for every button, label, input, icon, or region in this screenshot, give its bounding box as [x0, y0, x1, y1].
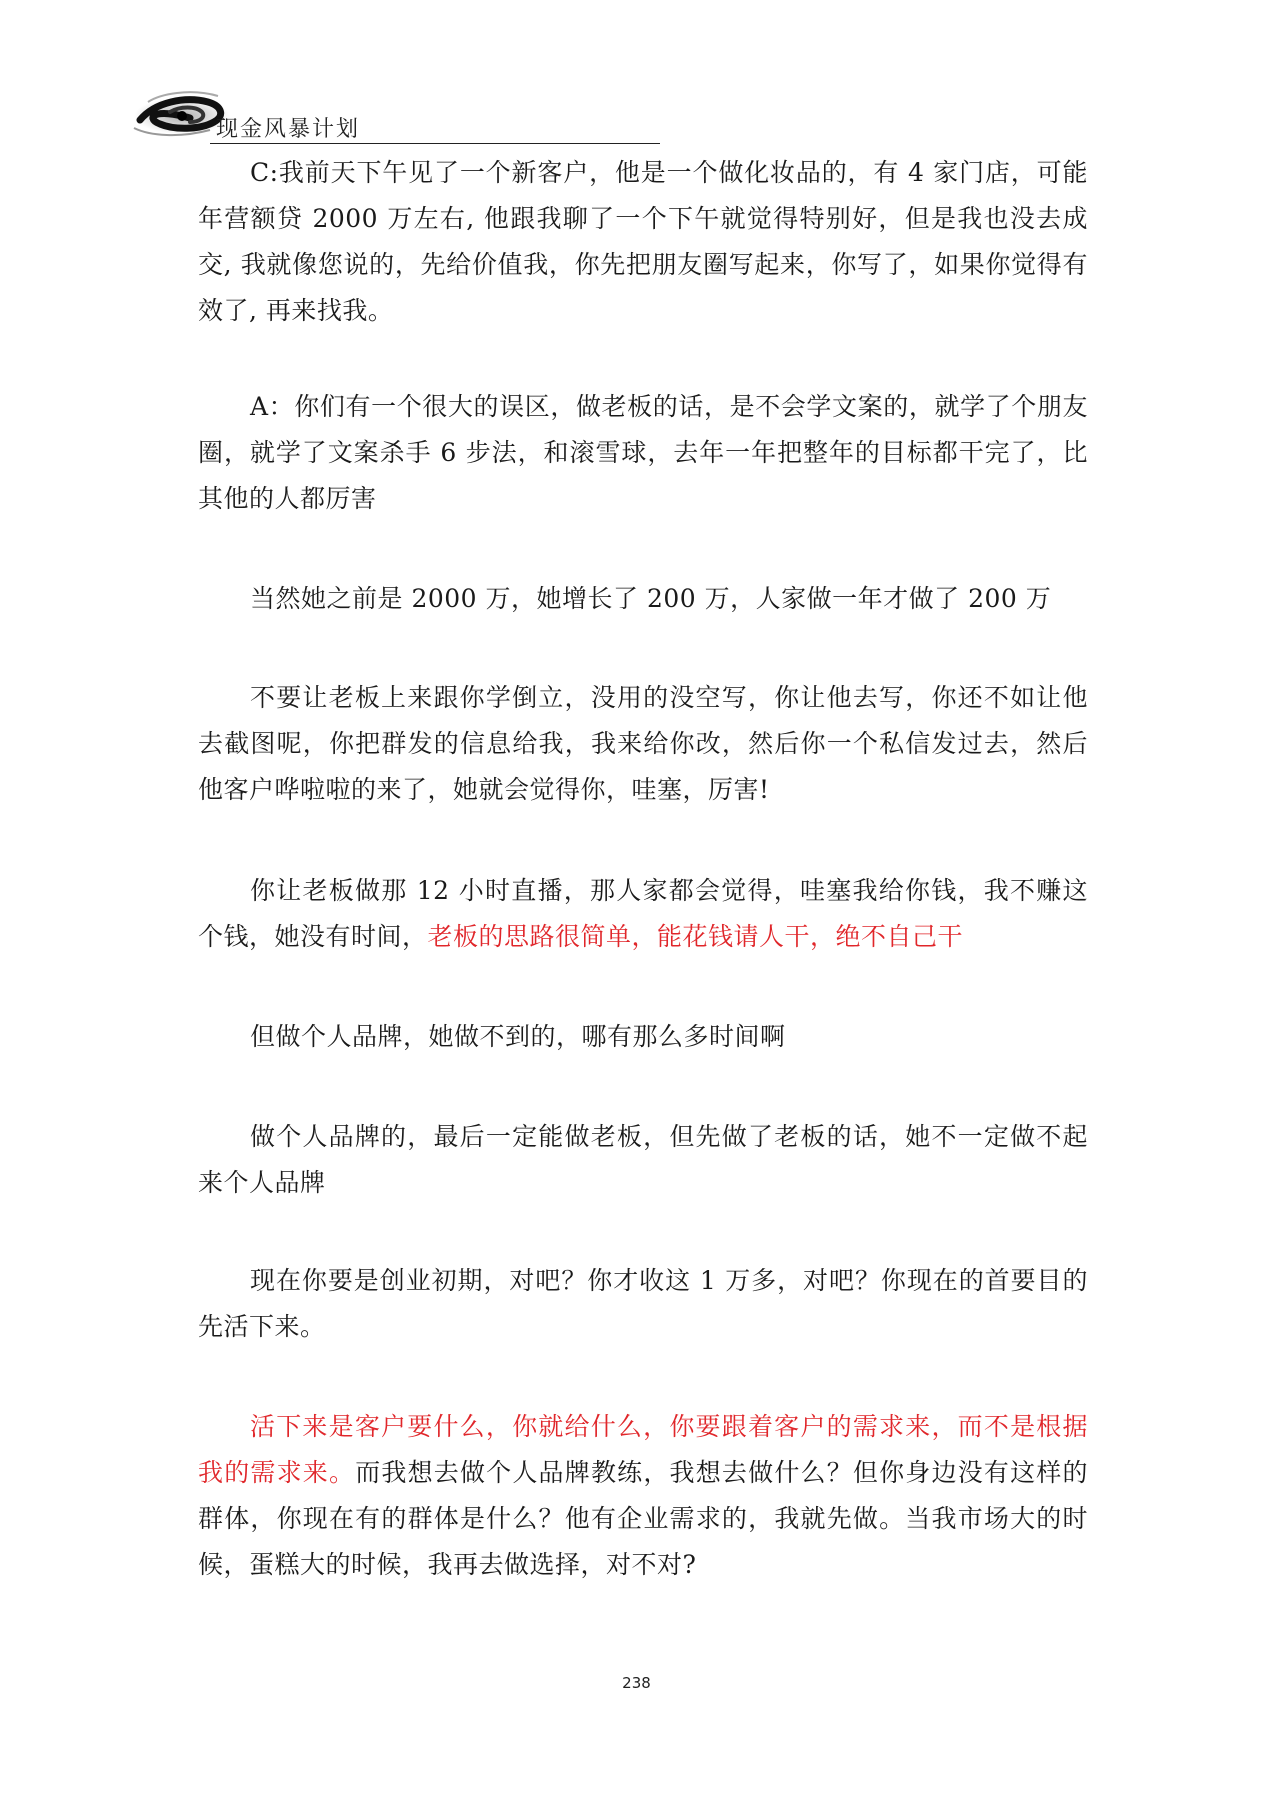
page-header — [130, 72, 660, 152]
paragraph-live-stream — [198, 868, 1088, 960]
page-number: 238 — [622, 1674, 651, 1692]
paragraph-text: 现在你要是创业初期，对吧？你才收这 1 万多，对吧？你现在的首要目的先活下来。 — [198, 1266, 1088, 1341]
paragraph-growth — [198, 576, 1088, 622]
paragraph-text: 而我想去做个人品牌教练，我想去做什么？但你身边没有这样的群体，你现在有的群体是什么？他有企业需求的，我就先做。当我市场大的时候，蛋糕大的时候，我再去做选择，对不对? — [198, 1458, 1088, 1579]
paragraph-customer-needs — [198, 1404, 1088, 1588]
paragraph-text: A：你们有一个很大的误区，做老板的话，是不会学文案的，就学了个朋友圈，就学了文案杀手 6 步法，和滚雪球，去年一年把整年的目标都干完了，比其他的人都厉害 — [198, 392, 1088, 513]
paragraph-answer-intro — [198, 384, 1088, 522]
paragraph-text: 不要让老板上来跟你学倒立，没用的没空写，你让他去写，你还不如让他去截图呢，你把群发的信息给我，我来给你改，然后你一个私信发过去，然后他客户哗啦啦的来了，她就会觉得你，哇塞，厉害! — [198, 683, 1088, 804]
paragraph-text: 当然她之前是 2000 万，她增长了 200 万，人家做一年才做了 200 万 — [250, 584, 1052, 613]
paragraph-client-question — [198, 150, 1088, 334]
paragraph-brand-vs-boss — [198, 1114, 1088, 1206]
highlighted-text: 老板的思路很简单，能花钱请人干，绝不自己干 — [427, 922, 964, 951]
paragraph-text: C:我前天下午见了一个新客户，他是一个做化妆品的，有 4 家门店，可能年营额贷 2000 万左右, 他跟我聊了一个下午就觉得特别好，但是我也没去成交, 我就像您说的，先给价值我，你先把朋友圈写起来，你写了，如果你觉得有效了, 再来找我。 — [198, 158, 1088, 325]
paragraph-personal-brand — [198, 1014, 1088, 1060]
paragraph-screenshot-advice — [198, 675, 1088, 813]
paragraph-startup — [198, 1258, 1088, 1350]
header-divider — [210, 143, 660, 144]
paragraph-text: 你让老板做那 12 小时直播，那人家都会觉得，哇塞我给你钱，我不赚这个钱，她没有时间， — [198, 876, 1088, 951]
highlighted-text: 活下来是客户要什么，你就给什么，你要跟着客户的需求来，而不是根据我的需求来。 — [198, 1412, 1088, 1487]
paragraph-text: 但做个人品牌，她做不到的，哪有那么多时间啊 — [250, 1022, 786, 1051]
header-title: 现金风暴计划 — [216, 117, 361, 142]
paragraph-text: 做个人品牌的，最后一定能做老板，但先做了老板的话，她不一定做不起来个人品牌 — [198, 1122, 1088, 1197]
